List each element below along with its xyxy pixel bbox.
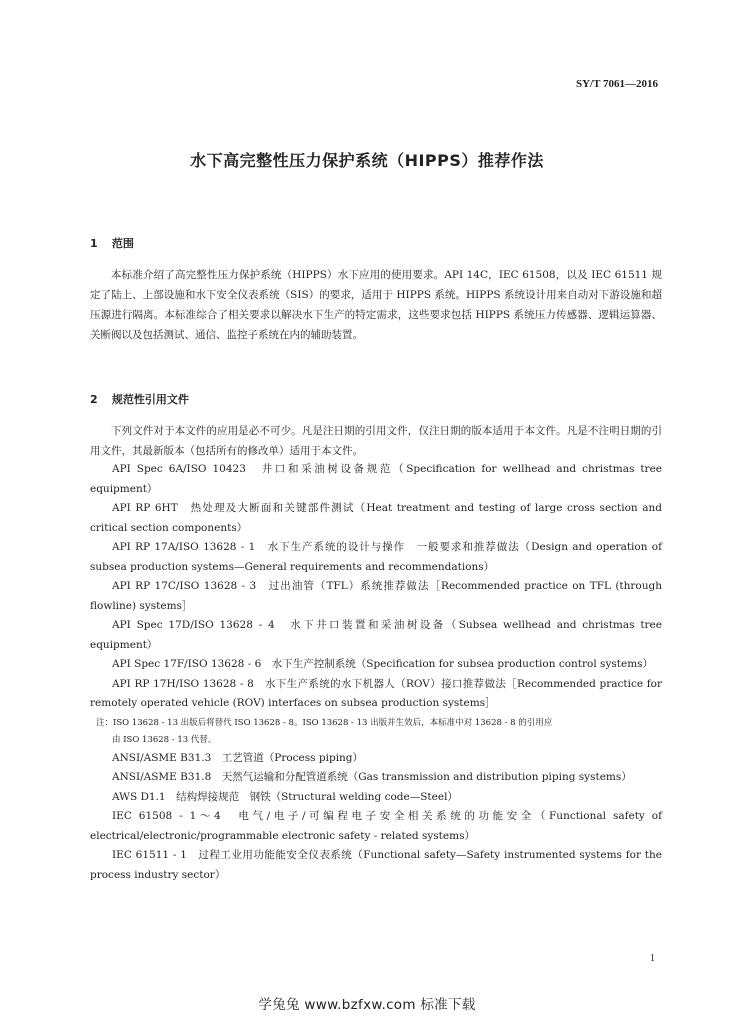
section-2-heading xyxy=(90,391,189,407)
reference-note: 注：ISO 13628 - 13 出版后将替代 ISO 13628 - 8。ISO 13628 - 13 出版并生效后，本标准中对 13628 - 8 的引用应 xyxy=(96,717,553,728)
reference-item: API Spec 17D/ISO 13628 - 4 水下井口装置和采油树设备（Subsea wellhead and christmas tree equipment） xyxy=(90,619,662,651)
reference-item: AWS D1.1 结构焊接规范 钢铁（Structural welding code—Steel） xyxy=(112,790,458,803)
reference-item: API RP 6HT 热处理及大断面和关键部件测试（Heat treatment and testing of large cross section and critical section components） xyxy=(90,502,662,534)
reference-item: IEC 61511 - 1 过程工业用功能能安全仪表系统（Functional safety—Safety instrumented systems for the process industry sector） xyxy=(90,849,662,881)
page-number: 1 xyxy=(650,953,655,964)
section-2-number: 2 xyxy=(90,393,98,406)
reference-item: API Spec 17F/ISO 13628 - 6 水下生产控制系统（Specification for subsea production control systems） xyxy=(112,658,654,670)
standard-code: SY/T 7061—2016 xyxy=(575,78,658,90)
document-title: 水下高完整性压力保护系统（HIPPS）推荐作法 xyxy=(190,151,544,170)
download-footer: 学兔兔 www.bzfxw.com 标准下载 xyxy=(258,997,476,1013)
section-1-text: 本标准介绍了高完整性压力保护系统（HIPPS）水下应用的使用要求。API 14C，IEC 61508，以及 IEC 61511 规定了陆上、上部设施和水下安全仪表系统（SIS）的要求，适用于 HIPPS 系统。HIPPS 系统设计用来自动对下游设施和超压源进行隔离。本标准综合了相关要求以解决水下生产的特定需求，这些要求包括 HIPPS 系统压力传感器、逻辑运算器、关断阀以及包括测试、通信、监控子系统在内的辅助装置。 xyxy=(90,269,662,341)
reference-item: IEC 61508 - 1～4 电气/电子/可编程电子安全相关系统的功能安全（Functional safety of electrical/electronic/programmable electronic safety - related systems） xyxy=(90,810,662,842)
reference-item: API RP 17H/ISO 13628 - 8 水下生产系统的水下机器人（ROV）接口推荐做法［Recommended practice for remotely operated vehicle (ROV) interfaces on subsea production systems］ xyxy=(90,677,662,709)
reference-item: API Spec 6A/ISO 10423 井口和采油树设备规范（Specification for wellhead and christmas tree equipment） xyxy=(90,463,662,495)
section-1-title: 范围 xyxy=(111,237,134,250)
reference-note-continued: 由 ISO 13628 - 13 代替。 xyxy=(112,734,217,745)
reference-item: API RP 17C/ISO 13628 - 3 过出油管（TFL）系统推荐做法［Recommended practice on TFL (through flowline) systems］ xyxy=(90,580,662,612)
reference-item: ANSI/ASME B31.3 工艺管道（Process piping） xyxy=(112,751,364,764)
section-2-title: 规范性引用文件 xyxy=(111,393,189,406)
section-1-number: 1 xyxy=(90,237,98,250)
reference-list xyxy=(90,460,662,885)
reference-item: ANSI/ASME B31.8 天然气运输和分配管道系统（Gas transmission and distribution piping systems） xyxy=(112,771,632,783)
section-1-heading xyxy=(90,235,134,251)
reference-item: API RP 17A/ISO 13628 - 1 水下生产系统的设计与操作 一般要求和推荐做法（Design and operation of subsea production systems—General requirements and recommendations） xyxy=(90,541,662,573)
section-2-intro: 下列文件对于本文件的应用是必不可少。凡是注日期的引用文件，仅注日期的版本适用于本文件。凡是不注明日期的引用文件，其最新版本（包括所有的修改单）适用于本文件。 xyxy=(90,425,662,457)
